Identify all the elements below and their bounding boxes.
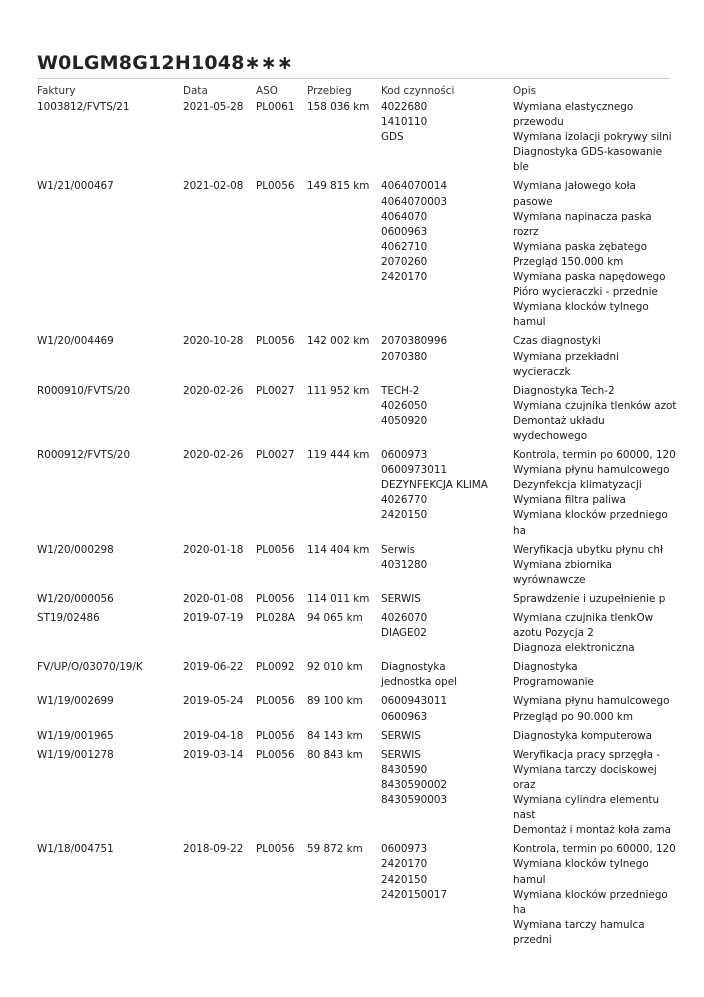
header-description: Opis xyxy=(513,84,537,97)
header-invoice: Faktury xyxy=(37,84,76,97)
operation-description: Diagnostyka Tech-2 xyxy=(513,384,615,397)
operation-description: Wymiana klocków tylnego hamul xyxy=(513,858,649,886)
aso-cell: PL0027 xyxy=(256,449,295,462)
date-cell: 2021-05-28 xyxy=(183,101,244,113)
table-row xyxy=(37,179,677,334)
operation-description: Demontaż i montaż koła zama xyxy=(513,824,672,837)
operation-description: Kontrola, termin po 60000, 120 xyxy=(513,449,676,462)
invoice-cell: FV/UP/O/03070/19/K xyxy=(37,661,143,674)
date-cell: 2020-02-26 xyxy=(183,384,244,397)
operation-description: Dezynfekcja klimatyzacji xyxy=(513,479,642,492)
title-divider xyxy=(37,78,670,79)
aso-cell: PL0027 xyxy=(256,384,295,397)
operation-code: Serwis xyxy=(381,543,416,556)
mileage-cell: 92 010 km xyxy=(307,661,363,674)
operation-code: 4062710 xyxy=(381,240,428,253)
operation-code: 0600973 xyxy=(381,449,428,462)
description-cell xyxy=(513,448,677,543)
operation-code: 2070380996 xyxy=(381,335,448,348)
table-row xyxy=(37,448,677,543)
operation-description: Sprawdzenie i uzupełnienie p xyxy=(513,592,666,605)
date-cell: 2021-02-08 xyxy=(183,180,244,193)
description-cell xyxy=(513,100,677,179)
operation-description: Wymiana klocków przedniego ha xyxy=(513,509,668,537)
operation-code: SERWIS xyxy=(381,748,421,761)
operation-code: 8430590003 xyxy=(381,794,448,807)
operation-description: Wymiana paska napędowego xyxy=(513,271,666,284)
operation-code: 8430590 xyxy=(381,763,428,776)
operation-description: Wymiana zbiornika wyrównawcze xyxy=(513,558,612,586)
date-cell: 2020-01-08 xyxy=(183,592,244,605)
invoice-cell: R000910/FVTS/20 xyxy=(37,384,131,397)
operation-code: 4050920 xyxy=(381,414,428,427)
table-row xyxy=(37,694,677,728)
date-cell: 2020-10-28 xyxy=(183,335,244,348)
operation-description: Wymiana czujnika tlenkOw azotu Pozycja 2 xyxy=(513,612,654,640)
service-history-table xyxy=(37,83,677,952)
mileage-cell: 119 444 km xyxy=(307,449,370,462)
invoice-cell: R000912/FVTS/20 xyxy=(37,449,131,462)
header-mileage: Przebieg xyxy=(307,84,352,97)
operation-code: GDS xyxy=(381,131,404,144)
table-row xyxy=(37,384,677,448)
invoice-cell: W1/19/002699 xyxy=(37,695,114,708)
operation-code: 4026070 xyxy=(381,612,428,624)
operation-code: 2420150 xyxy=(381,873,428,886)
aso-cell: PL0056 xyxy=(256,335,295,348)
codes-cell xyxy=(381,748,513,843)
date-cell: 2019-05-24 xyxy=(183,695,244,708)
operation-code: 2420170 xyxy=(381,858,428,871)
operation-code: 8430590002 xyxy=(381,778,448,791)
operation-code: 4026050 xyxy=(381,399,428,412)
operation-description: Wymiana izolacji pokrywy silni xyxy=(513,131,672,144)
operation-description: Pióro wycieraczki - przednie xyxy=(513,286,658,299)
mileage-cell: 114 011 km xyxy=(307,592,370,605)
aso-cell: PL0056 xyxy=(256,843,295,856)
codes-cell xyxy=(381,448,513,543)
aso-cell: PL0056 xyxy=(256,748,295,761)
operation-description: Wymiana paska zębatego xyxy=(513,240,647,253)
mileage-cell: 142 002 km xyxy=(307,335,370,348)
operation-description: Wymiana klocków tylnego hamul xyxy=(513,301,649,329)
table-row xyxy=(37,100,677,179)
description-cell xyxy=(513,611,677,660)
operation-description: Wymiana przekładni wycieraczk xyxy=(513,350,619,378)
vin-title: W0LGM8G12H1048∗∗∗ xyxy=(37,52,293,74)
codes-cell xyxy=(381,334,513,383)
operation-description: Czas diagnostyki xyxy=(513,335,601,348)
operation-description: Weryfikacja pracy sprzęgła - xyxy=(513,748,660,761)
table-row xyxy=(37,748,677,843)
header-date: Data xyxy=(183,84,208,97)
operation-code: 0600963 xyxy=(381,710,428,723)
invoice-cell: W1/20/004469 xyxy=(37,335,114,348)
date-cell: 2020-02-26 xyxy=(183,449,244,462)
operation-code: 0600973011 xyxy=(381,464,448,477)
operation-description: Demontaż układu wydechowego xyxy=(513,414,605,442)
operation-code: 2420150 xyxy=(381,509,428,522)
operation-description: Wymiana filtra paliwa xyxy=(513,494,626,507)
operation-description: Wymiana płynu hamulcowego xyxy=(513,695,670,708)
operation-code: 4064070003 xyxy=(381,195,448,208)
description-cell xyxy=(513,842,677,952)
aso-cell: PL0056 xyxy=(256,543,295,556)
operation-description: Wymiana tarczy hamulca przedni xyxy=(513,918,645,946)
header-codes: Kod czynności xyxy=(381,84,455,97)
mileage-cell: 84 143 km xyxy=(307,729,363,742)
operation-code: 2420150017 xyxy=(381,888,448,901)
operation-code: SERWIS xyxy=(381,592,421,605)
aso-cell: PL0061 xyxy=(256,101,295,113)
operation-code: 4026770 xyxy=(381,494,428,507)
date-cell: 2019-03-14 xyxy=(183,748,244,761)
operation-code: Diagnostyka xyxy=(381,661,446,674)
operation-description: Przegląd 150.000 km xyxy=(513,255,624,268)
codes-cell xyxy=(381,842,513,952)
invoice-cell: W1/18/004751 xyxy=(37,843,114,856)
operation-code: 4031280 xyxy=(381,558,428,571)
codes-cell xyxy=(381,384,513,448)
table-body xyxy=(37,100,677,952)
operation-description: Weryfikacja ubytku płynu chł xyxy=(513,543,663,556)
table-row xyxy=(37,543,677,592)
operation-description: Diagnostyka xyxy=(513,661,578,674)
operation-description: Wymiana klocków przedniego ha xyxy=(513,888,668,916)
table-row xyxy=(37,592,677,611)
description-cell xyxy=(513,179,677,334)
operation-description: Wymiana napinacza paska rozrz xyxy=(513,210,652,238)
operation-code: DIAGE02 xyxy=(381,627,427,640)
aso-cell: PL0056 xyxy=(256,592,295,605)
operation-description: Kontrola, termin po 60000, 120 xyxy=(513,843,676,856)
description-cell xyxy=(513,384,677,448)
operation-code: 2420170 xyxy=(381,271,428,284)
operation-description: Wymiana jałowego koła pasowe xyxy=(513,180,636,208)
description-cell xyxy=(513,748,677,843)
codes-cell xyxy=(381,543,513,592)
codes-cell xyxy=(381,660,513,694)
table-row xyxy=(37,611,677,660)
operation-code: 4064070 xyxy=(381,210,428,223)
codes-cell xyxy=(381,100,513,179)
operation-code: 1410110 xyxy=(381,116,428,129)
invoice-cell: W1/20/000056 xyxy=(37,592,114,605)
operation-description: Diagnostyka GDS-kasowanie ble xyxy=(513,146,663,174)
invoice-cell: W1/20/000298 xyxy=(37,543,114,556)
mileage-cell: 114 404 km xyxy=(307,543,370,556)
invoice-cell: ST19/02486 xyxy=(37,612,100,624)
table-header-row xyxy=(37,83,677,100)
date-cell: 2019-06-22 xyxy=(183,661,244,674)
operation-code: 0600973 xyxy=(381,843,428,856)
table-row xyxy=(37,660,677,694)
invoice-cell: W1/21/000467 xyxy=(37,180,114,193)
invoice-cell: W1/19/001278 xyxy=(37,748,114,761)
date-cell: 2020-01-18 xyxy=(183,543,244,556)
operation-description: Diagnostyka komputerowa xyxy=(513,729,652,742)
operation-code: 4022680 xyxy=(381,101,428,113)
aso-cell: PL0056 xyxy=(256,180,295,193)
aso-cell: PL0092 xyxy=(256,661,295,674)
description-cell xyxy=(513,694,677,728)
mileage-cell: 59 872 km xyxy=(307,843,363,856)
mileage-cell: 111 952 km xyxy=(307,384,370,397)
description-cell xyxy=(513,660,677,694)
description-cell xyxy=(513,334,677,383)
operation-description: Wymiana cylindra elementu nast xyxy=(513,794,660,822)
mileage-cell: 94 065 km xyxy=(307,612,363,624)
codes-cell xyxy=(381,179,513,334)
date-cell: 2019-07-19 xyxy=(183,612,244,624)
operation-code: 0600963 xyxy=(381,225,428,238)
aso-cell: PL0056 xyxy=(256,729,295,742)
operation-description: Wymiana elastycznego przewodu xyxy=(513,101,634,129)
operation-code: SERWIS xyxy=(381,729,421,742)
operation-code: TECH-2 xyxy=(381,384,420,397)
aso-cell: PL028A xyxy=(256,612,295,624)
date-cell: 2019-04-18 xyxy=(183,729,244,742)
date-cell: 2018-09-22 xyxy=(183,843,244,856)
description-cell xyxy=(513,729,677,748)
invoice-cell: 1003812/FVTS/21 xyxy=(37,101,130,113)
table-row xyxy=(37,729,677,748)
table-row xyxy=(37,842,677,952)
operation-code: jednostka opel xyxy=(381,676,458,689)
codes-cell xyxy=(381,611,513,660)
operation-code: 2070380 xyxy=(381,350,428,363)
operation-code: 0600943011 xyxy=(381,695,448,708)
description-cell xyxy=(513,543,677,592)
codes-cell xyxy=(381,592,513,611)
codes-cell xyxy=(381,694,513,728)
operation-description: Wymiana czujnika tlenków azot xyxy=(513,399,677,412)
mileage-cell: 149 815 km xyxy=(307,180,370,193)
aso-cell: PL0056 xyxy=(256,695,295,708)
operation-description: Diagnoza elektroniczna xyxy=(513,642,635,655)
operation-description: Wymiana tarczy dociskowej oraz xyxy=(513,763,657,791)
codes-cell xyxy=(381,729,513,748)
description-cell xyxy=(513,592,677,611)
invoice-cell: W1/19/001965 xyxy=(37,729,114,742)
mileage-cell: 158 036 km xyxy=(307,101,370,113)
operation-code: DEZYNFEKCJA KLIMA xyxy=(381,479,488,492)
operation-description: Przegląd po 90.000 km xyxy=(513,710,634,723)
operation-description: Wymiana płynu hamulcowego xyxy=(513,464,670,477)
header-aso: ASO xyxy=(256,84,278,97)
operation-description: Programowanie xyxy=(513,676,594,689)
operation-code: 4064070014 xyxy=(381,180,448,193)
table-row xyxy=(37,334,677,383)
operation-code: 2070260 xyxy=(381,255,428,268)
mileage-cell: 80 843 km xyxy=(307,748,363,761)
mileage-cell: 89 100 km xyxy=(307,695,363,708)
